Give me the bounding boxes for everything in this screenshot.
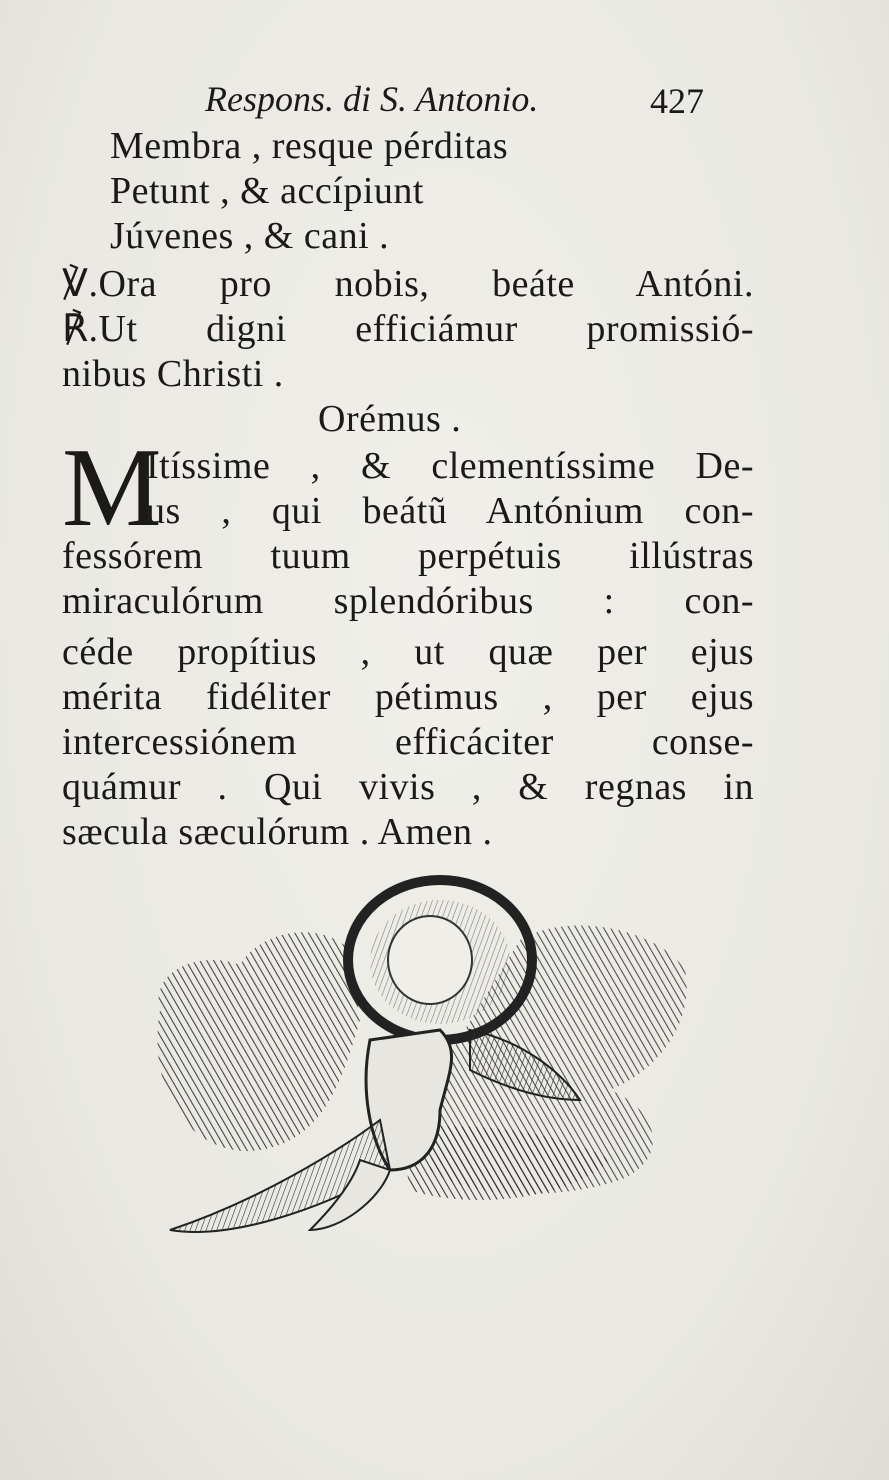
prayer-line: céde propítius , ut quæ per ejus (62, 631, 754, 673)
versicle (62, 262, 754, 306)
oremus-heading: Orémus . (318, 398, 462, 440)
prayer-line: miraculórum splendóribus : con- (62, 580, 754, 622)
cherub-engraving (140, 870, 700, 1250)
response (62, 307, 754, 351)
prayer-line: Itíssime , & clementíssime De- (146, 445, 754, 487)
prayer-line: intercessiónem efficáciter conse- (62, 721, 754, 763)
prayer-line: us , qui beátũ Antónium con- (146, 490, 754, 532)
response-line: nibus Christi . (62, 353, 284, 395)
verse-line: Júvenes , & cani . (110, 215, 390, 257)
verse-line: Membra , resque pérditas (110, 125, 509, 167)
running-head: Respons. di S. Antonio. (205, 79, 539, 119)
versicle-symbol: ℣. (62, 263, 99, 305)
versicle-text: Ora pro nobis, beáte Antóni. (98, 263, 754, 305)
response-text: Ut digni efficiámur promissió- (98, 308, 754, 350)
prayer-line: mérita fidéliter pétimus , per ejus (62, 676, 754, 718)
prayer-line: sæcula sæculórum . Amen . (62, 811, 493, 853)
drop-cap: M (62, 426, 162, 550)
prayer-line: quámur . Qui vivis , & regnas in (62, 766, 754, 808)
page-number: 427 (650, 81, 704, 121)
prayer-line: fessórem tuum perpétuis illústras (62, 535, 754, 577)
verse-line: Petunt , & accípiunt (110, 170, 424, 212)
response-symbol: ℟. (62, 308, 99, 350)
